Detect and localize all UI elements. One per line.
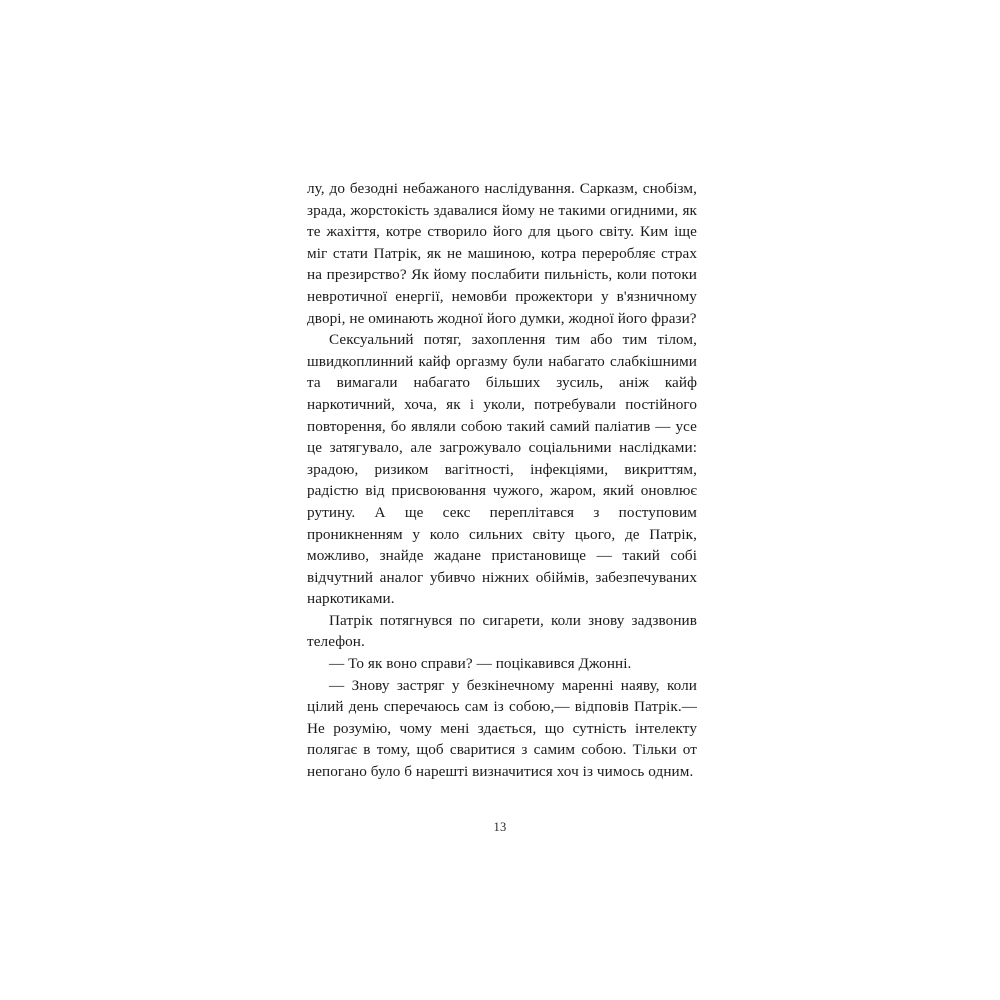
paragraph: лу, до безодні небажаного наслідування. Сарказм, снобізм, зрада, жорстокість здавалися йому не такими огидними, як те жахіття, котре створило його для цього світу. Ким іще міг стати Патрік, як не машиною, котра переробляє страх на презирство? Як йому послабити пильність, коли потоки невротичної енергії, немовби прожектори у в'язничному дворі, не оминають жодної його думки, жодної його фрази? [307,180,697,327]
page-number: 13 [493,820,507,834]
page-text-column [307,178,697,783]
paragraph: Патрік потягнувся по сигарети, коли знову задзвонив телефон. [307,611,697,651]
paragraph: Сексуальний потяг, захоплення тим або тим тілом, швидкоплинний кайф оргазму були набагато слабкішними та вимагали набагато більших зусиль, аніж кайф наркотичний, хоча, як і уколи, потребували постійного повторення, бо являли собою такий самий паліатив — усе це затягувало, але загрожувало соціальними наслідками: зрадою, ризиком вагітності, інфекціями, викриттям, радістю від присвоювання чужого, жаром, який оновлює рутину. А ще секс переплітався з поступовим проникненням у коло сильних світу цього, де Патрік, можливо, знайде жадане пристановище — такий собі відчутний аналог убивчо ніжних обіймів, забезпечуваних наркотиками. [307,331,697,608]
dialogue-line: — То як воно справи? — поцікавився Джонні. [329,655,632,673]
dialogue-line: — Знову застряг у безкінечному маренні наяву, коли цілий день сперечаюсь сам із собою,— відповів Патрік.— Не розумію, чому мені здається, що сутність інтелекту полягає в тому, щоб сваритися з самим собою. Тільки от непогано було б нарешті визначитися хоч із чимось одним. [307,676,697,781]
